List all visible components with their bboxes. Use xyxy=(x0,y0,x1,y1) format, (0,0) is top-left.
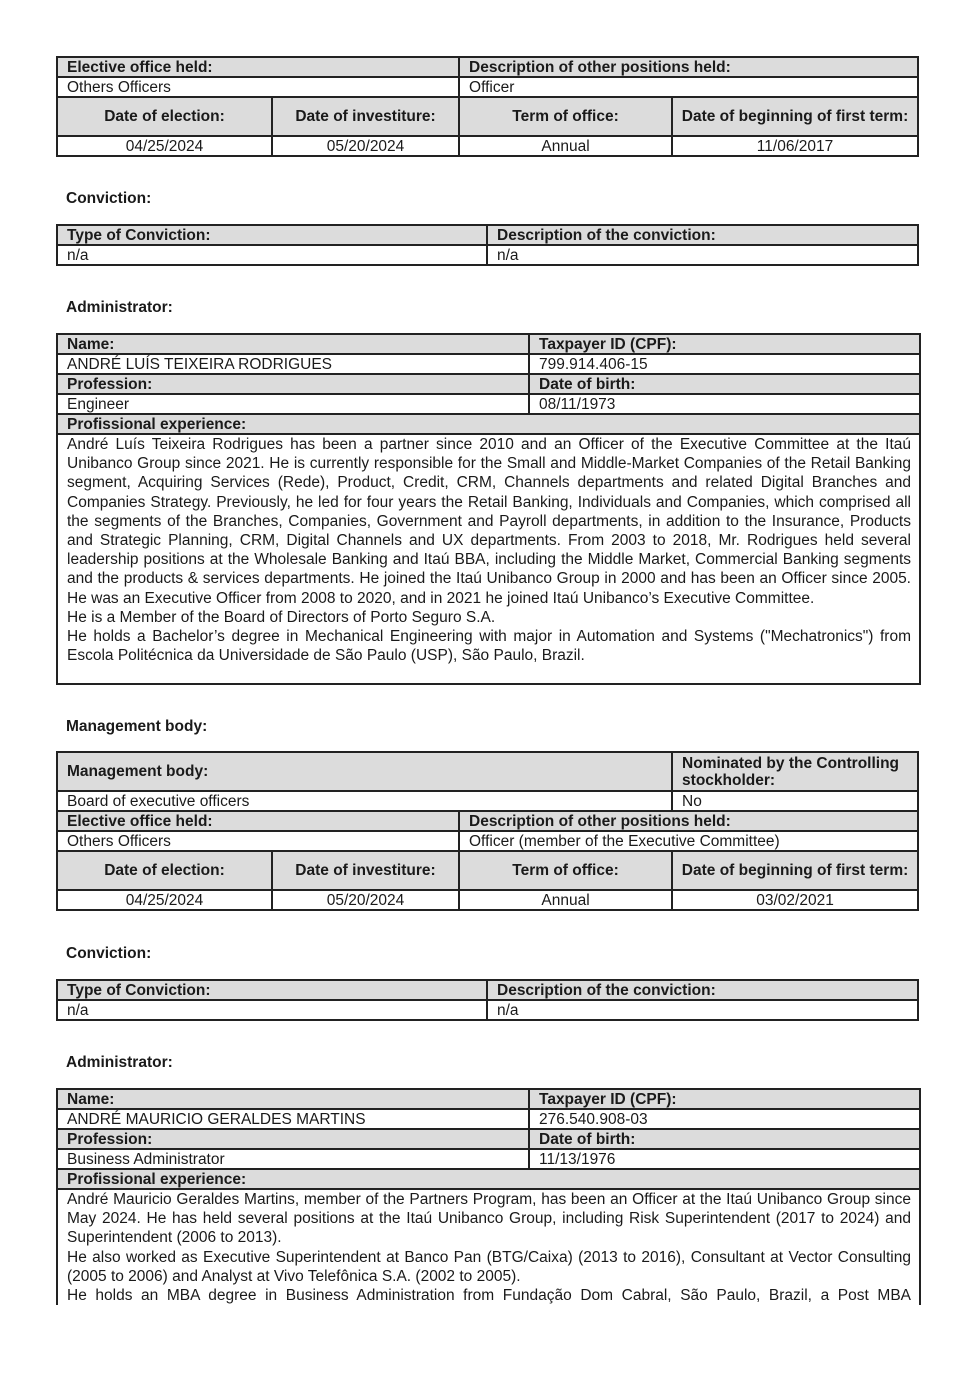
elective-office-value: Others Officers xyxy=(57,77,459,97)
conviction-desc-label: Description of the conviction: xyxy=(487,980,918,1000)
nominated-label: Nominated by the Controlling stockholder: xyxy=(672,752,918,791)
cpf-label: Taxpayer ID (CPF): xyxy=(529,334,920,354)
experience-paragraph: André Mauricio Geraldes Martins, member of the Partners Program, has been an Officer at the Itaú Unibanco Group since May 2024. He has held several positions at the Itaú Unibanco Group, including Risk Superintendent (2017 to 2024) and Superintendent (2006 to 2013). xyxy=(67,1191,911,1247)
date-investiture-label: Date of investiture: xyxy=(272,97,459,136)
name-label: Name: xyxy=(57,334,529,354)
experience-paragraph: He holds a Bachelor’s degree in Mechanical Engineering with major in Automation and Systems ("Mechatronics") from Escola Politécnica da Universidade de São Paulo (USP), São Paulo, Brazil. xyxy=(67,628,911,665)
name-label: Name: xyxy=(57,1089,529,1109)
cpf-label: Taxpayer ID (CPF): xyxy=(529,1089,920,1109)
dob-value: 11/13/1976 xyxy=(529,1149,920,1169)
term-label: Term of office: xyxy=(459,851,672,890)
experience-paragraph: André Luís Teixeira Rodrigues has been a partner since 2010 and an Officer of the Executive Committee at the Itaú Unibanco Group since 2021. He is currently responsible for the Small and Middle-Market Companies of the Retail Banking segment, Acquiring Services (Rede), Product, Credit, CRM, Channels departments and related Digital Branches and Companies Strategy. Previously, he led for four years the Retail Banking, Individuals and Companies, which comprised all the segments of the Branches, Companies, Government and Payroll departments, in addition to the Insurance, Products and Strategic Planning, CRM, Digital Channels and UX departments. From 2003 to 2018, Mr. Rodrigues held several leadership positions at the Wholesale Banking and Itaú BBA, including the Middle Market, Commercial Banking segments and the products & services departments. He joined the Itaú Unibanco Group in 2000 and has been an Officer since 2005. He was an Executive Officer from 2008 to 2020, and in 2021 he joined Itaú Unibanco’s Executive Committee. xyxy=(67,436,911,607)
term-value: Annual xyxy=(459,890,672,910)
dob-label: Date of birth: xyxy=(529,374,920,394)
experience-paragraph: He holds an MBA degree in Business Administration from Fundação Dom Cabral, São Paulo, Brazil, a Post MBA xyxy=(67,1287,911,1305)
first-term-value: 11/06/2017 xyxy=(672,136,918,156)
cpf-value: 276.540.908-03 xyxy=(529,1109,920,1129)
other-positions-value: Officer (member of the Executive Committee) xyxy=(459,831,918,851)
administrator-table-1 xyxy=(56,333,921,685)
experience-paragraph: He also worked as Executive Superintendent at Banco Pan (BTG/Caixa) (2013 to 2016), Consultant at Vector Consulting (2005 to 2006) and Analyst at Vivo Telefônica S.A. (2002 to 2005). xyxy=(67,1248,911,1285)
elective-office-label: Elective office held: xyxy=(57,57,459,77)
conviction-type-value: n/a xyxy=(57,1000,487,1020)
profession-value: Engineer xyxy=(57,394,529,414)
experience-label: Profissional experience: xyxy=(57,1169,920,1189)
management-body-label: Management body: xyxy=(57,752,672,791)
conviction-table-1 xyxy=(56,224,919,266)
conviction-desc-label: Description of the conviction: xyxy=(487,225,918,245)
other-positions-label: Description of other positions held: xyxy=(459,57,918,77)
conviction-desc-value: n/a xyxy=(487,1000,918,1020)
experience-paragraph: He is a Member of the Board of Directors of Porto Seguro S.A. xyxy=(67,608,496,626)
conviction-heading: Conviction: xyxy=(66,945,152,962)
date-election-label: Date of election: xyxy=(57,851,272,890)
name-value: ANDRÉ MAURICIO GERALDES MARTINS xyxy=(57,1109,529,1129)
cpf-value: 799.914.406-15 xyxy=(529,354,920,374)
office-table-1 xyxy=(56,56,919,157)
term-label: Term of office: xyxy=(459,97,672,136)
date-investiture-label: Date of investiture: xyxy=(272,851,459,890)
management-body-value: Board of executive officers xyxy=(57,791,672,811)
profession-label: Profession: xyxy=(57,1129,529,1149)
experience-label: Profissional experience: xyxy=(57,414,920,434)
dob-value: 08/11/1973 xyxy=(529,394,920,414)
name-value: ANDRÉ LUÍS TEIXEIRA RODRIGUES xyxy=(57,354,529,374)
first-term-value: 03/02/2021 xyxy=(672,890,918,910)
administrator-heading: Administrator: xyxy=(66,1054,173,1071)
administrator-table-2 xyxy=(56,1088,921,1305)
profession-value: Business Administrator xyxy=(57,1149,529,1169)
dob-label: Date of birth: xyxy=(529,1129,920,1149)
term-value: Annual xyxy=(459,136,672,156)
nominated-value: No xyxy=(672,791,918,811)
date-election-value: 04/25/2024 xyxy=(57,890,272,910)
date-election-label: Date of election: xyxy=(57,97,272,136)
conviction-desc-value: n/a xyxy=(487,245,918,265)
elective-office-value: Others Officers xyxy=(57,831,459,851)
other-positions-value: Officer xyxy=(459,77,918,97)
date-investiture-value: 05/20/2024 xyxy=(272,136,459,156)
management-body-heading: Management body: xyxy=(66,718,208,735)
management-table xyxy=(56,751,919,911)
conviction-type-label: Type of Conviction: xyxy=(57,980,487,1000)
elective-office-label: Elective office held: xyxy=(57,811,459,831)
other-positions-label: Description of other positions held: xyxy=(459,811,918,831)
administrator-heading: Administrator: xyxy=(66,299,173,316)
conviction-type-label: Type of Conviction: xyxy=(57,225,487,245)
conviction-heading: Conviction: xyxy=(66,190,152,207)
date-investiture-value: 05/20/2024 xyxy=(272,890,459,910)
first-term-label: Date of beginning of first term: xyxy=(672,97,918,136)
experience-text xyxy=(57,1189,920,1305)
conviction-table-2 xyxy=(56,979,919,1021)
conviction-type-value: n/a xyxy=(57,245,487,265)
date-election-value: 04/25/2024 xyxy=(57,136,272,156)
experience-text xyxy=(57,434,920,684)
profession-label: Profession: xyxy=(57,374,529,394)
first-term-label: Date of beginning of first term: xyxy=(672,851,918,890)
